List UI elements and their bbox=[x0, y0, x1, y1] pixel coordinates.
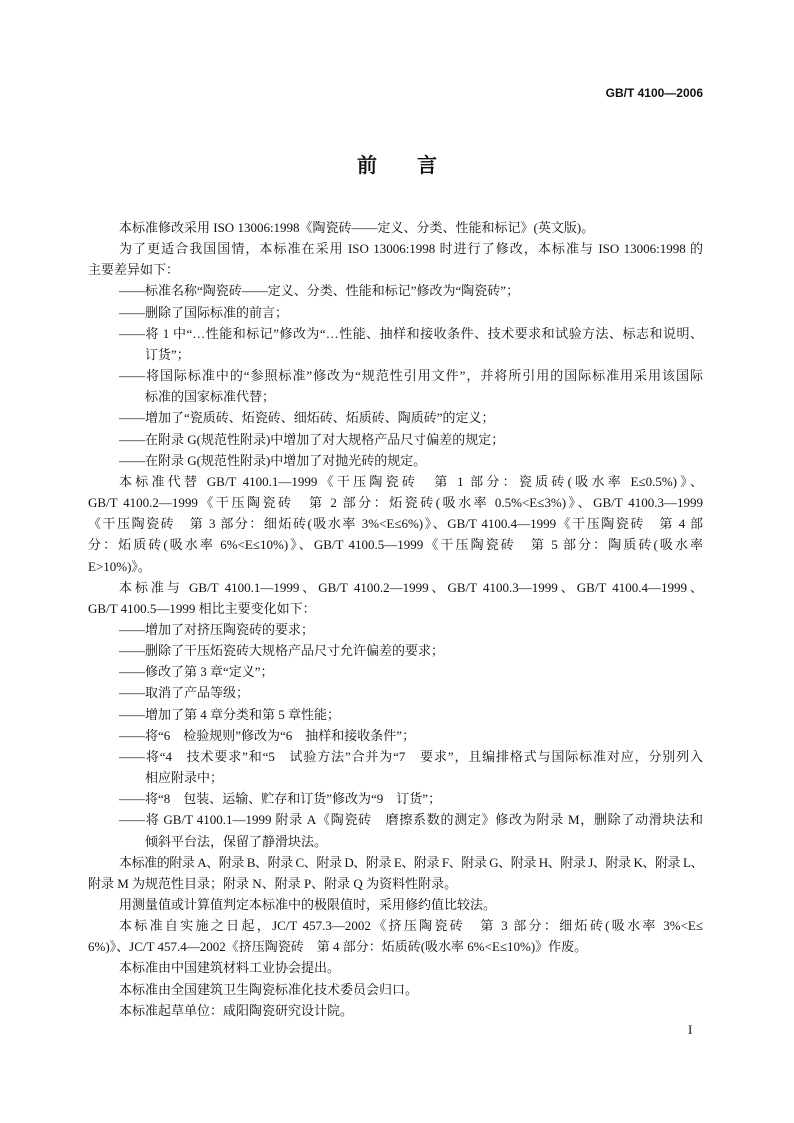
text-line: 本标准由全国建筑卫生陶瓷标准化技术委员会归口。 bbox=[119, 981, 419, 997]
page-number: I bbox=[688, 1022, 693, 1037]
text-line: ——将 1 中“…性能和标记”修改为“…性能、抽样和接收条件、技术要求和试验方法、标志和说明、 bbox=[119, 325, 703, 341]
text-line: ——在附录 G(规范性附录)中增加了对抛光砖的规定。 bbox=[119, 452, 427, 468]
text-line: 本标准代替 GB/T 4100.1—1999《干压陶瓷砖 第 1 部分：瓷质砖(吸水率 E≤0.5%)》、 bbox=[119, 473, 703, 489]
text-line: ——将“6 检验规则”修改为“6 抽样和接收条件”； bbox=[119, 727, 416, 743]
list-item bbox=[88, 365, 703, 407]
list-item bbox=[88, 619, 703, 640]
list-item bbox=[88, 682, 703, 703]
list-item bbox=[88, 746, 703, 788]
list-item bbox=[88, 323, 703, 365]
paragraph bbox=[88, 979, 703, 1000]
list-item bbox=[88, 407, 703, 428]
text-line: 本标准修改采用 ISO 13006:1998《陶瓷砖——定义、分类、性能和标记》(英文版)。 bbox=[119, 220, 595, 235]
list-item bbox=[88, 640, 703, 661]
text-line: ——增加了第 4 章分类和第 5 章性能； bbox=[119, 706, 341, 722]
foreword-body bbox=[88, 217, 703, 1021]
text-line: 本标准与 GB/T 4100.1—1999、GB/T 4100.2—1999、GB/T 4100.3—1999、GB/T 4100.4—1999、 bbox=[119, 579, 703, 595]
text-line: ——取消了产品等级； bbox=[119, 685, 250, 701]
list-item bbox=[88, 725, 703, 746]
paragraph bbox=[88, 217, 703, 238]
text-line: ——增加了对挤压陶瓷砖的要求； bbox=[119, 621, 315, 637]
list-item bbox=[88, 788, 703, 809]
text-line: 本标准由中国建筑材料工业协会提出。 bbox=[119, 960, 341, 976]
list-item bbox=[88, 280, 703, 301]
paragraph bbox=[88, 894, 703, 915]
text-line: ——删除了干压炻瓷砖大规格产品尺寸允许偏差的要求； bbox=[119, 643, 445, 659]
text-line: 订货”； bbox=[145, 346, 190, 362]
text-line: 本标准自实施之日起，JC/T 457.3—2002《挤压陶瓷砖 第 3 部分：细炻砖(吸水率 3%<E≤ bbox=[119, 918, 703, 934]
text-line: ——修改了第 3 章“定义”； bbox=[119, 664, 274, 680]
list-item bbox=[88, 661, 703, 682]
text-line: 分：炻质砖(吸水率 6%<E≤10%)》、GB/T 4100.5—1999《干压陶瓷砖 第 5 部分：陶质砖(吸水率 bbox=[88, 537, 703, 553]
text-line: GB/T 4100.2—1999《干压陶瓷砖 第 2 部分：炻瓷砖(吸水率 0.5%<E≤3%)》、GB/T 4100.3—1999 bbox=[88, 495, 703, 511]
paragraph bbox=[88, 577, 703, 619]
list-item bbox=[88, 450, 703, 471]
paragraph bbox=[88, 915, 703, 957]
text-line: ——将“8 包装、运输、贮存和订货”修改为“9 订货”； bbox=[119, 791, 442, 807]
list-item bbox=[88, 302, 703, 323]
text-line: 标准的国家标准代替； bbox=[145, 389, 276, 405]
text-line: GB/T 4100.5—1999 相比主要变化如下： bbox=[88, 600, 316, 616]
text-line: 附录 M 为规范性目录；附录 N、附录 P、附录 Q 为资料性附录。 bbox=[88, 875, 458, 891]
text-line: ——在附录 G(规范性附录)中增加了对大规格产品尺寸偏差的规定； bbox=[119, 431, 505, 447]
text-line: ——标准名称“陶瓷砖——定义、分类、性能和标记”修改为“陶瓷砖”； bbox=[119, 283, 520, 299]
text-line: ——将国际标准中的“参照标准”修改为“规范性引用文件”，并将所引用的国际标准用采用该国际 bbox=[119, 368, 703, 384]
text-line: 用测量值或计算值判定本标准中的极限值时，采用修约值比较法。 bbox=[119, 897, 497, 912]
paragraph bbox=[88, 238, 703, 280]
page-title: 前 言 bbox=[357, 155, 447, 177]
text-line: 主要差异如下： bbox=[88, 262, 180, 278]
text-line: E>10%)》。 bbox=[88, 558, 151, 574]
standard-number: GB/T 4100—2006 bbox=[605, 86, 703, 100]
list-item bbox=[88, 429, 703, 450]
paragraph bbox=[88, 1000, 703, 1021]
list-item bbox=[88, 809, 703, 851]
paragraph bbox=[88, 471, 703, 577]
text-line: 本标准起草单位：咸阳陶瓷研究设计院。 bbox=[119, 1002, 354, 1018]
paragraph bbox=[88, 852, 703, 894]
text-line: ——将“4 技术要求”和“5 试验方法”合并为“7 要求”，且编排格式与国际标准对应，分别列入 bbox=[119, 748, 703, 764]
text-line: ——删除了国际标准的前言； bbox=[119, 304, 289, 320]
paragraph bbox=[88, 957, 703, 978]
text-line: 6%)》、JC/T 457.4—2002《挤压陶瓷砖 第 4 部分：炻质砖(吸水率 6%<E≤10%)》作废。 bbox=[88, 939, 588, 955]
text-line: ——将 GB/T 4100.1—1999 附录 A《陶瓷砖 磨擦系数的测定》修改为附录 M，删除了动滑块法和 bbox=[119, 812, 703, 828]
text-line: 为了更适合我国国情，本标准在采用 ISO 13006:1998 时进行了修改，本标准与 ISO 13006:1998 的 bbox=[119, 241, 703, 257]
text-line: ——增加了“瓷质砖、炻瓷砖、细炻砖、炻质砖、陶质砖”的定义； bbox=[119, 410, 495, 426]
list-item bbox=[88, 704, 703, 725]
text-line: 倾斜平台法，保留了静滑块法。 bbox=[145, 833, 328, 849]
text-line: 相应附录中； bbox=[145, 770, 224, 786]
text-line: 《干压陶瓷砖 第 3 部分：细炻砖(吸水率 3%<E≤6%)》、GB/T 4100.4—1999《干压陶瓷砖 第 4 部 bbox=[88, 516, 703, 532]
text-line: 本标准的附录 A、附录 B、附录 C、附录 D、附录 E、附录 F、附录 G、附录 H、附录 J、附录 K、附录 L、 bbox=[119, 854, 703, 870]
